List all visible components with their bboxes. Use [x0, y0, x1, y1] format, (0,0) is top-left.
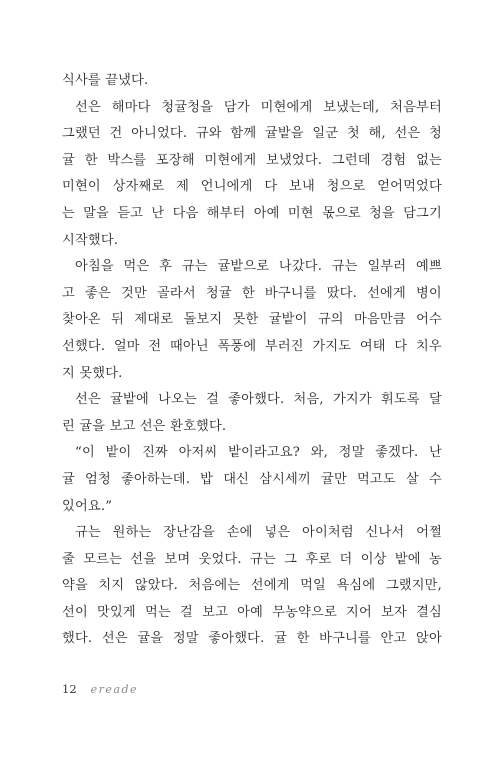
page-footer: [62, 682, 138, 696]
text-line: 찾아온 뒤 제대로 돌보지 못한 귤밭이 규의 마음만큼 어수: [62, 312, 442, 328]
text-line: 아침을 먹은 후 규는 귤밭으로 나갔다. 규는 일부러 예쁘: [75, 259, 442, 275]
text-line: 린 귤을 보고 선은 환호했다.: [62, 418, 227, 434]
text-line: 선했다. 얼마 전 때아닌 폭풍에 부러진 가지도 여태 다 치우: [62, 338, 442, 354]
text-line: 약을 치지 않았다. 처음에는 선에게 먹일 욕심에 그랬지만,: [62, 578, 442, 594]
text-line: 선은 해마다 청귤청을 담가 미현에게 보냈는데, 처음부터: [75, 99, 442, 115]
text-line: 귤 엄청 좋아하는데. 밥 대신 삼시세끼 귤만 먹고도 살 수: [62, 471, 442, 487]
text-line: 있어요.”: [62, 498, 113, 514]
text-line: 줄 모르는 선을 보며 웃었다. 규는 그 후로 더 이상 밭에 농: [62, 551, 442, 567]
text-line: 했다. 선은 귤을 정말 좋아했다. 귤 한 바구니를 안고 앉아: [62, 631, 442, 647]
text-line: 시작했다.: [62, 232, 119, 248]
text-line: 규는 원하는 장난감을 손에 넣은 아이처럼 신나서 어쩔: [75, 525, 442, 541]
signature-mark: ereade: [90, 682, 139, 696]
page-number: 12: [62, 682, 77, 696]
text-line: 미현이 상자째로 제 언니에게 다 보내 청으로 얻어먹었다: [62, 179, 442, 195]
text-line: 그랬던 건 아니었다. 규와 함께 귤밭을 일군 첫 해, 선은 청: [62, 126, 442, 142]
text-line: 지 못했다.: [62, 365, 123, 381]
text-line: 귤 한 박스를 포장해 미현에게 보냈었다. 그런데 경험 없는: [62, 152, 442, 168]
text-line: “이 밭이 진짜 아저씨 밭이라고요? 와, 정말 좋겠다. 난: [75, 445, 442, 461]
text-line: 식사를 끝냈다.: [62, 73, 149, 88]
body-text: [62, 68, 442, 653]
text-line: 선은 귤밭에 나오는 걸 좋아했다. 처음, 가지가 휘도록 달: [75, 392, 442, 408]
text-line: 는 말을 듣고 난 다음 해부터 아예 미현 몫으로 청을 담그기: [62, 205, 442, 221]
text-line: 선이 맛있게 먹는 걸 보고 아예 무농약으로 지어 보자 결심: [62, 604, 442, 620]
text-line: 고 좋은 것만 골라서 청귤 한 바구니를 땄다. 선에게 병이: [62, 285, 442, 301]
